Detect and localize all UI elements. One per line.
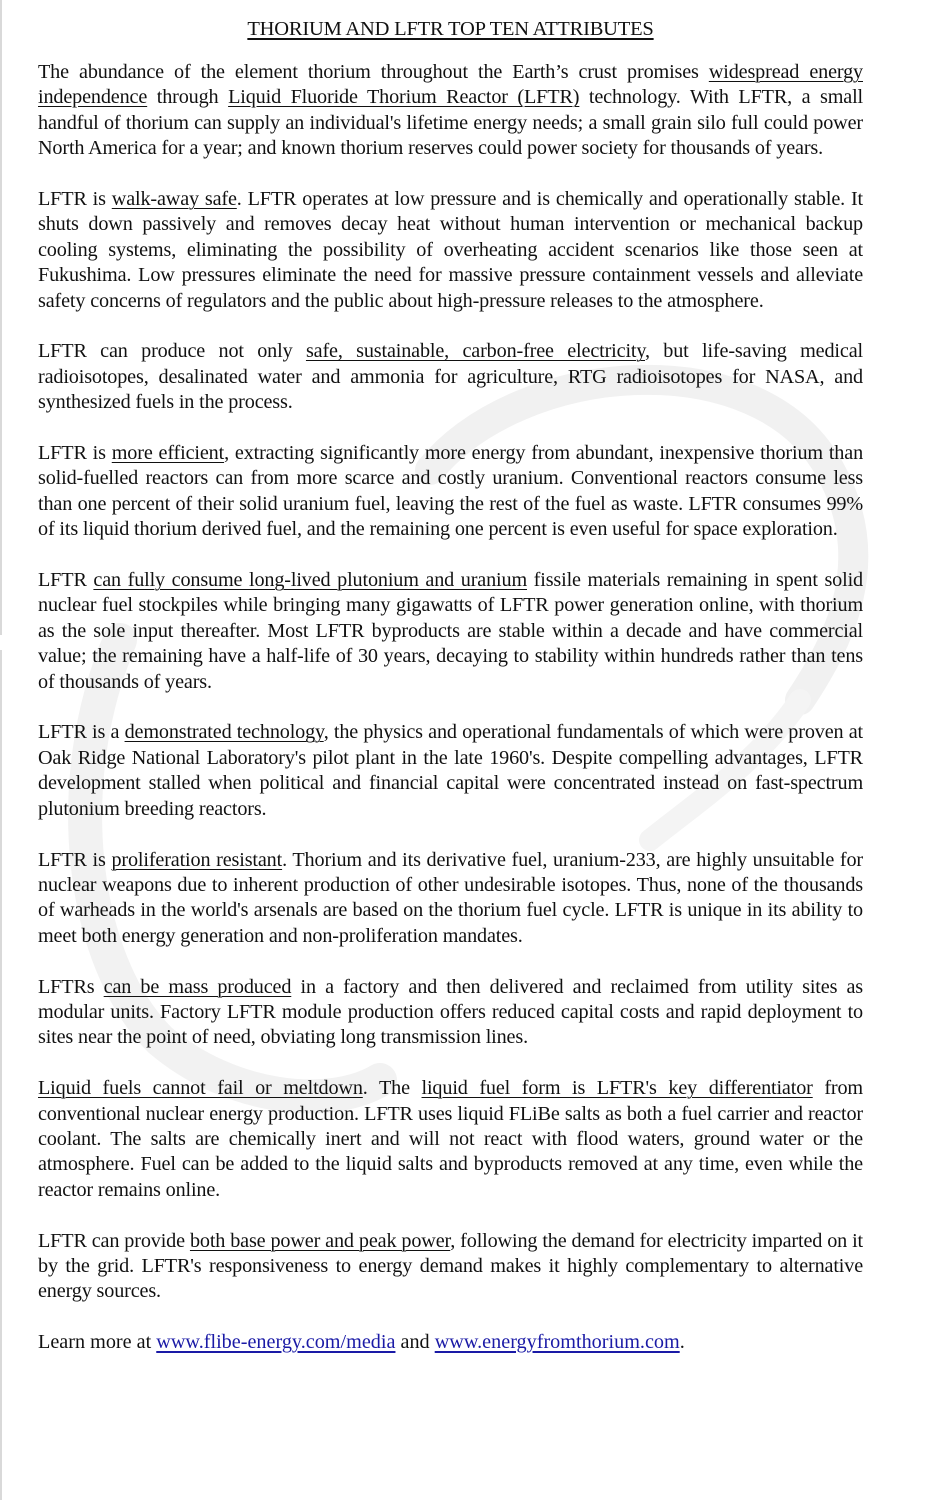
paragraph-liquid-fuels: Liquid fuels cannot fail or meltdown. The liquid fuel form is LFTR's key differentiator from conventional nuclear energy production. LFTR uses liquid FLiBe salts as both a fuel carrier and reactor coolant. The salts are chemically inert and will not react with flood waters, ground water or the atmosphere. Fuel can be added to the liquid salts and byproducts removed at any time, even while the reactor remains online. — [38, 1077, 863, 1201]
document-page — [38, 18, 863, 1356]
learn-more-footer: Learn more at www.flibe-energy.com/media and www.energyfromthorium.com. — [38, 1331, 685, 1354]
underlined-phrase: more efficient — [111, 442, 225, 465]
underlined-phrase: safe, sustainable, carbon-free electricity — [305, 340, 645, 363]
page-edge-top — [0, 0, 2, 635]
flibe-energy-link[interactable]: www.flibe-energy.com/media — [156, 1331, 396, 1354]
page-edge-bottom — [0, 650, 2, 1500]
underlined-phrase: liquid fuel form is LFTR's key differentiator — [421, 1077, 813, 1100]
underlined-phrase: can fully consume long-lived plutonium and uranium — [93, 569, 528, 592]
paragraph-base-peak-power: LFTR can provide both base power and peak power, following the demand for electricity imparted on it by the grid. LFTR's responsiveness to energy demand makes it highly complementary to alternative energy sources. — [38, 1229, 864, 1303]
paragraph-demonstrated: LFTR is a demonstrated technology, the physics and operational fundamentals of which were proven at Oak Ridge National Laboratory's pilot plant in the late 1960's. Despite compelling advantages, LFTR development stalled when political and financial capital were concentrated instead on fast-spectrum plutonium breeding reactors. — [38, 721, 863, 820]
paragraph-efficient: LFTR is more efficient, extracting significantly more energy from abundant, inexpensive thorium than solid-fuelled reactors can from more scarce and costly uranium. Conventional reactors consume less than one percent of their solid uranium fuel, leaving the rest of the fuel as waste. LFTR consumes 99% of its liquid thorium derived fuel, and the remaining one percent is even useful for space exploration. — [38, 442, 864, 541]
paragraph-electricity: LFTR can produce not only safe, sustainable, carbon-free electricity, but life-saving medical radioisotopes, desalinated water and ammonia for agriculture, RTG radioisotopes for NASA, and synthesized fuels in the process. — [38, 340, 863, 414]
underlined-phrase: walk-away safe — [111, 188, 237, 211]
underlined-phrase: both base power and peak power — [189, 1229, 451, 1252]
paragraph-mass-produced: LFTRs can be mass produced in a factory and then delivered and reclaimed from utility sites as modular units. Factory LFTR module production offers reduced capital costs and rapid deployment to sites near the point of need, obviating long transmission lines. — [38, 975, 863, 1049]
paragraph-proliferation: LFTR is proliferation resistant. Thorium and its derivative fuel, uranium-233, are highly unsuitable for nuclear weapons due to inherent production of other undesirable isotopes. Thus, none of the thousands of warheads in the world's arsenals are based on the thorium fuel cycle. LFTR is unique in its ability to meet both energy generation and non-proliferation mandates. — [38, 848, 863, 947]
paragraph-abundance: The abundance of the element thorium throughout the Earth’s crust promises widespread energy independence through Liquid Fluoride Thorium Reactor (LFTR) technology. With LFTR, a small handful of thorium can supply an individual's lifetime energy needs; a small grain silo full could power North America for a year; and known thorium reserves could power society for thousands of years. — [38, 61, 863, 160]
underlined-phrase: Liquid Fluoride Thorium Reactor (LFTR) — [228, 86, 580, 109]
underlined-phrase: Liquid fuels cannot fail or meltdown — [38, 1077, 363, 1100]
underlined-phrase: can be mass produced — [103, 975, 292, 998]
paragraph-walk-away-safe: LFTR is walk-away safe. LFTR operates at low pressure and is chemically and operationally stable. It shuts down passively and removes decay heat without human intervention or mechanical backup cooling systems, eliminating the possibility of overheating accident scenarios like those seen at Fukushima. Low pressures eliminate the need for massive pressure containment vessels and alleviate safety concerns of regulators and the public about high-pressure releases to the atmosphere. — [38, 188, 863, 312]
underlined-phrase: proliferation resistant — [111, 848, 283, 871]
underlined-phrase: demonstrated technology — [124, 721, 324, 744]
paragraph-consume-plutonium: LFTR can fully consume long-lived plutonium and uranium fissile materials remaining in spent solid nuclear fuel stockpiles while bringing many gigawatts of LFTR power generation online, with thorium as the sole input thereafter. Most LFTR byproducts are stable within a decade and have commercial value; the remaining have a half-life of 30 years, decaying to stability within hundreds rather than tens of thousands of years. — [38, 569, 863, 693]
title-text: THORIUM AND LFTR TOP TEN ATTRIBUTES — [247, 18, 654, 40]
page-title — [38, 18, 863, 41]
energy-from-thorium-link[interactable]: www.energyfromthorium.com — [434, 1331, 680, 1354]
underlined-phrase: widespread energy independence — [38, 61, 863, 109]
